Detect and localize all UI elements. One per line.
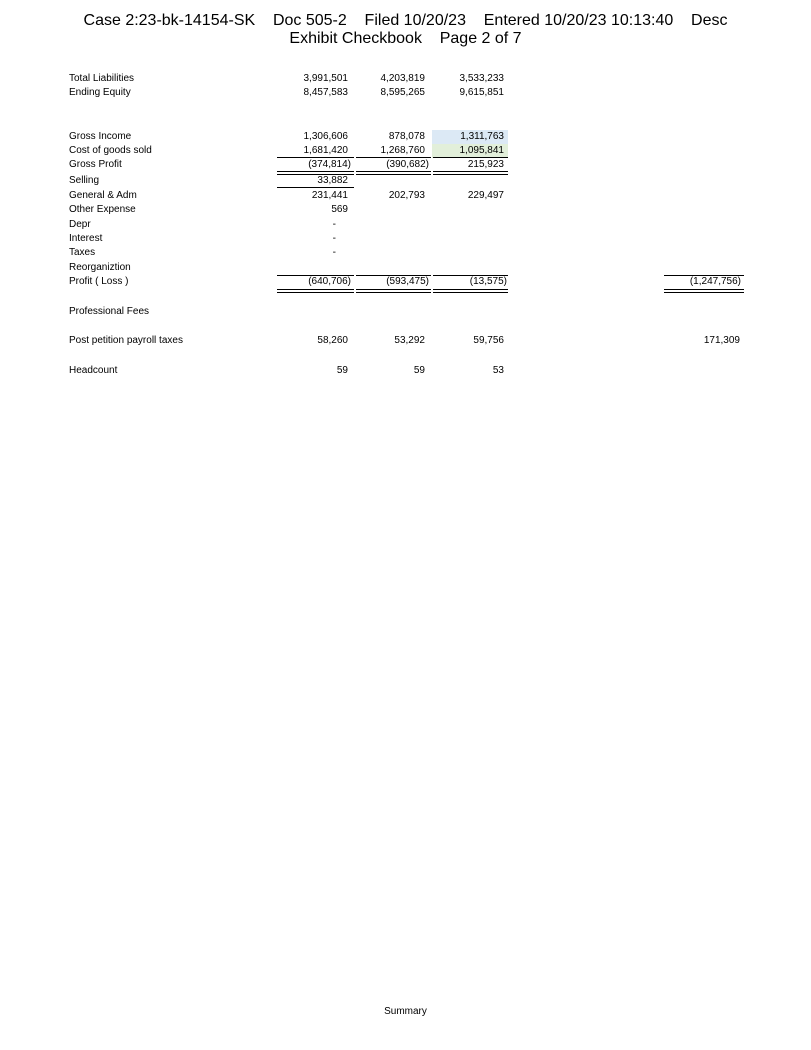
row-label: Interest bbox=[69, 233, 103, 244]
underline-selling-c1 bbox=[277, 187, 354, 188]
cell-period-1: (374,814) bbox=[308, 159, 351, 170]
table-row-taxes bbox=[0, 246, 811, 260]
row-label: Profit ( Loss ) bbox=[69, 276, 129, 287]
table-row-total-liabilities bbox=[0, 72, 811, 86]
table-row-headcount bbox=[0, 364, 811, 378]
cell-period-1: 1,306,606 bbox=[303, 131, 348, 142]
table-row-ending-equity bbox=[0, 86, 811, 100]
row-label: Headcount bbox=[69, 365, 118, 376]
document-header bbox=[0, 12, 811, 48]
cell-period-1: 8,457,583 bbox=[303, 87, 348, 98]
table-row-depr bbox=[0, 218, 811, 232]
table-row-other-expense bbox=[0, 203, 811, 217]
table-row-general-adm bbox=[0, 189, 811, 203]
cell-period-2: 53,292 bbox=[394, 335, 425, 346]
row-label: Other Expense bbox=[69, 204, 136, 215]
cell-period-1: 33,882 bbox=[317, 175, 348, 186]
row-label: Taxes bbox=[69, 247, 96, 258]
row-label: Gross Profit bbox=[69, 159, 122, 170]
exhibit-header-line: Exhibit Checkbook Page 2 of 7 bbox=[289, 30, 522, 47]
row-label: Ending Equity bbox=[69, 87, 131, 98]
cell-period-3: (13,575) bbox=[469, 276, 507, 287]
case-header-line: Case 2:23-bk-14154-SK Doc 505-2 Filed 10/20/23 Entered 10/20/23 10:13:40 Desc bbox=[83, 12, 728, 29]
cell-period-1: 59 bbox=[336, 365, 348, 376]
cell-period-1: - bbox=[332, 247, 336, 258]
table-row-selling bbox=[0, 174, 811, 188]
table-row-reorganiztion bbox=[0, 261, 811, 275]
row-label: Professional Fees bbox=[69, 306, 150, 317]
table-row-profit-loss bbox=[0, 275, 811, 289]
double-underline-profit-c4 bbox=[664, 289, 744, 293]
cell-period-3: 1,311,763 bbox=[460, 131, 504, 142]
table-row-gross-profit bbox=[0, 158, 811, 172]
cell-period-2: 8,595,265 bbox=[380, 87, 425, 98]
row-label: Post petition payroll taxes bbox=[69, 335, 183, 346]
cell-period-2: 878,078 bbox=[388, 131, 425, 142]
cell-period-1: 1,681,420 bbox=[303, 145, 348, 156]
cell-period-1: - bbox=[332, 233, 336, 244]
cell-total: 171,309 bbox=[703, 335, 740, 346]
cell-period-2: (390,682) bbox=[386, 159, 429, 170]
row-label: Total Liabilities bbox=[69, 73, 135, 84]
row-label: Reorganiztion bbox=[69, 262, 131, 273]
row-label: Selling bbox=[69, 175, 100, 186]
cell-period-3: 3,533,233 bbox=[459, 73, 504, 84]
cell-period-3: 1,095,841 bbox=[459, 145, 504, 156]
cell-period-1: 3,991,501 bbox=[303, 73, 348, 84]
double-underline-profit-c3 bbox=[433, 289, 508, 293]
cell-period-3: 53 bbox=[492, 365, 504, 376]
cell-period-1: 569 bbox=[331, 204, 348, 215]
table-row-interest bbox=[0, 232, 811, 246]
row-label: Cost of goods sold bbox=[69, 145, 152, 156]
cell-period-1: 58,260 bbox=[317, 335, 348, 346]
cell-period-1: (640,706) bbox=[308, 276, 351, 287]
cell-period-2: 59 bbox=[413, 365, 425, 376]
cell-period-3: 59,756 bbox=[473, 335, 504, 346]
cell-period-1: 231,441 bbox=[311, 190, 348, 201]
row-label: Depr bbox=[69, 219, 91, 230]
cell-period-3: 215,923 bbox=[467, 159, 504, 170]
table-row-cogs bbox=[0, 144, 811, 158]
table-row-professional-fees bbox=[0, 305, 811, 319]
row-label: Gross Income bbox=[69, 131, 132, 142]
cell-period-2: 1,268,760 bbox=[380, 145, 425, 156]
double-underline-profit-c2 bbox=[356, 289, 431, 293]
cell-total: (1,247,756) bbox=[689, 276, 741, 287]
cell-period-2: 202,793 bbox=[388, 190, 425, 201]
sheet-name-footer: Summary bbox=[384, 1006, 427, 1017]
table-row-gross-income bbox=[0, 130, 811, 144]
cell-period-1: - bbox=[332, 219, 336, 230]
row-label: General & Adm bbox=[69, 190, 137, 201]
double-underline-profit-c1 bbox=[277, 289, 354, 293]
cell-period-3: 9,615,851 bbox=[459, 87, 504, 98]
cell-period-2: 4,203,819 bbox=[380, 73, 425, 84]
table-row-payroll-taxes bbox=[0, 334, 811, 348]
cell-period-2: (593,475) bbox=[386, 276, 429, 287]
cell-period-3: 229,497 bbox=[467, 190, 504, 201]
